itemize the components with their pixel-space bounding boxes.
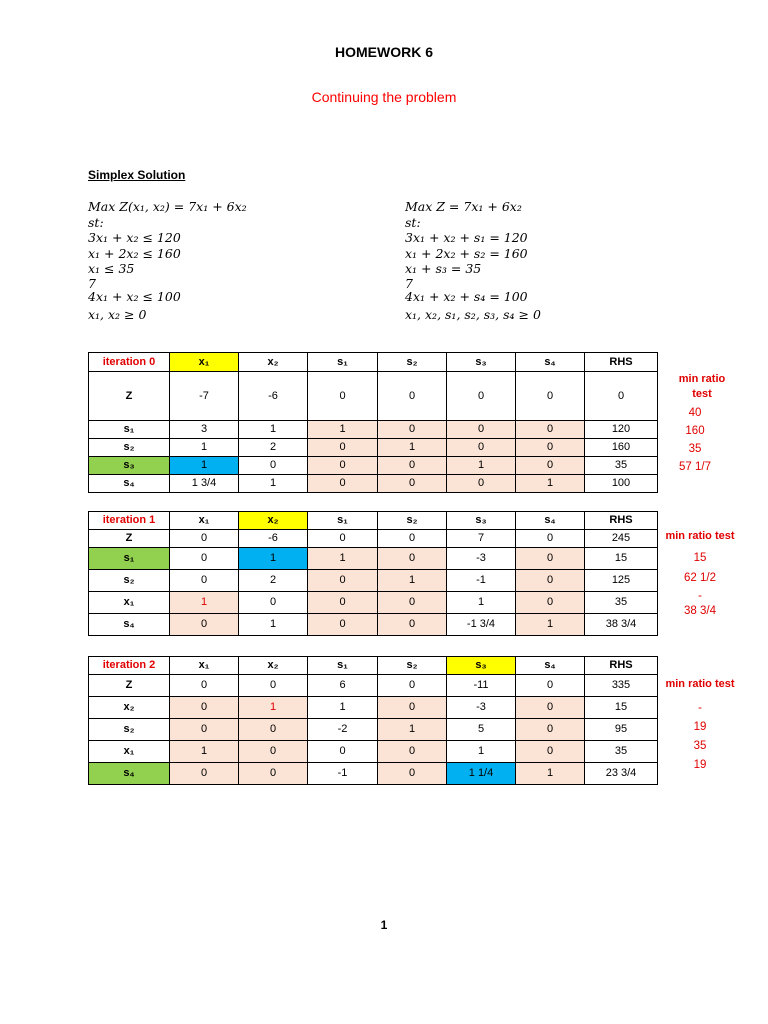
header-rhs: RHS (585, 657, 658, 675)
header-s1: s₁ (308, 657, 378, 675)
tableau-iteration-1 (88, 511, 658, 636)
basis-label-pivot-row: s₃ (89, 457, 170, 475)
table-cell: 1 (378, 719, 447, 741)
table-cell: 1 (447, 592, 516, 614)
table-cell: 0 (308, 592, 378, 614)
z-cell: -7 (170, 372, 239, 421)
constraint-4-right-denominator: 4 (405, 288, 413, 304)
basis-label-pivot-row: s₄ (89, 763, 170, 785)
table-cell: 1 (308, 548, 378, 570)
table-cell: 15 (585, 548, 658, 570)
iteration-label: iteration 2 (89, 657, 170, 675)
ratio-value: 35 (688, 443, 702, 455)
table-cell: 1 (239, 475, 308, 493)
z-row-label: Z (89, 372, 170, 421)
pivot-element: 1 (170, 457, 239, 475)
table-cell: 0 (239, 592, 308, 614)
header-s4: s₄ (516, 512, 585, 530)
ratio-header-iteration-1: min ratio test (665, 530, 735, 542)
z-cell: -6 (239, 372, 308, 421)
table-cell: 0 (516, 570, 585, 592)
iteration-label: iteration 0 (89, 353, 170, 372)
table-cell: 1 (239, 614, 308, 636)
table-cell: 35 (585, 592, 658, 614)
z-cell: 0 (239, 675, 308, 697)
objective-right: Max Z = 7x₁ + 6x₂ (405, 199, 522, 214)
constraint-4-right-rest: x₁ + x₂ + s₄ = 100 (412, 288, 528, 304)
table-cell: 0 (170, 697, 239, 719)
constraint-3-left: x₁ ≤ 35 (88, 261, 135, 276)
ratio-value: 19 (693, 759, 707, 771)
basis-label: s₄ (89, 475, 170, 493)
table-cell: 120 (585, 421, 658, 439)
header-s1: s₁ (308, 353, 378, 372)
table-cell: 0 (516, 592, 585, 614)
ratio-value: - (698, 590, 702, 602)
header-s1: s₁ (308, 512, 378, 530)
ratio-value: 40 (688, 407, 702, 419)
basis-label: s₁ (89, 421, 170, 439)
constraint-1-left: 3x₁ + x₂ ≤ 120 (88, 230, 181, 245)
header-s4: s₄ (516, 657, 585, 675)
table-cell: 1 (516, 475, 585, 493)
z-cell: -6 (239, 530, 308, 548)
table-cell: 38 3/4 (585, 614, 658, 636)
pivot-element: 1 1/4 (447, 763, 516, 785)
table-cell: 0 (170, 570, 239, 592)
table-cell: 1 (170, 741, 239, 763)
z-cell: 0 (378, 675, 447, 697)
constraint-3-right: x₁ + s₃ = 35 (405, 261, 482, 276)
table-cell: -2 (308, 719, 378, 741)
table-cell: -1 (308, 763, 378, 785)
z-row-label: Z (89, 675, 170, 697)
header-s2: s₂ (378, 512, 447, 530)
table-cell: 0 (447, 439, 516, 457)
z-cell: 0 (447, 372, 516, 421)
z-row-label: Z (89, 530, 170, 548)
tableau-iteration-2 (88, 656, 658, 785)
iteration-label: iteration 1 (89, 512, 170, 530)
table-cell: 1 (170, 439, 239, 457)
basis-label: s₂ (89, 439, 170, 457)
header-s3: s₃ (447, 657, 516, 675)
header-rhs: RHS (585, 353, 658, 372)
z-cell: 6 (308, 675, 378, 697)
table-cell: 1 (516, 763, 585, 785)
ratio-value: 160 (685, 425, 705, 437)
table-cell: 1 (378, 570, 447, 592)
z-cell: 0 (516, 530, 585, 548)
header-s3: s₃ (447, 512, 516, 530)
basis-label: s₄ (89, 614, 170, 636)
table-cell: 0 (516, 421, 585, 439)
table-cell: 1 (308, 697, 378, 719)
z-cell: 0 (378, 530, 447, 548)
basis-label: x₁ (89, 592, 170, 614)
ratio-header-iteration-0 (662, 372, 742, 402)
table-cell: 0 (447, 475, 516, 493)
table-cell: 0 (308, 614, 378, 636)
table-cell: 0 (378, 763, 447, 785)
constraint-4-left (88, 290, 247, 304)
table-cell: 1 (447, 457, 516, 475)
ratio-value: 35 (693, 740, 707, 752)
table-cell: 160 (585, 439, 658, 457)
st-right: st: (405, 214, 421, 230)
table-cell: 95 (585, 719, 658, 741)
table-cell: 0 (308, 570, 378, 592)
table-cell: 1 3/4 (170, 475, 239, 493)
ratio-header-line-1: min ratio (678, 373, 726, 385)
table-cell: 0 (516, 741, 585, 763)
table-cell: 0 (308, 439, 378, 457)
page-number: 1 (380, 918, 388, 932)
table-cell: 1 (239, 697, 308, 719)
table-cell: 125 (585, 570, 658, 592)
model-standard-form (405, 199, 541, 322)
basis-label: s₂ (89, 570, 170, 592)
table-cell: 0 (239, 763, 308, 785)
header-x2: x₂ (239, 512, 308, 530)
ratio-value: 38 3/4 (684, 605, 716, 617)
table-cell: 1 (378, 439, 447, 457)
table-cell: 0 (516, 719, 585, 741)
table-cell: 0 (447, 421, 516, 439)
table-cell: 0 (308, 475, 378, 493)
ratio-value: - (698, 702, 702, 714)
table-cell: 0 (378, 421, 447, 439)
table-cell: 0 (516, 457, 585, 475)
table-cell: 15 (585, 697, 658, 719)
header-x1: x₁ (170, 353, 239, 372)
ratio-value: 19 (693, 721, 707, 733)
z-cell: 335 (585, 675, 658, 697)
z-cell: 7 (447, 530, 516, 548)
ratio-value: 15 (693, 552, 707, 564)
z-cell: 0 (308, 372, 378, 421)
table-cell: -3 (447, 548, 516, 570)
objective-left: Max Z(x₁, x₂) = 7x₁ + 6x₂ (88, 199, 247, 214)
basis-label: s₂ (89, 719, 170, 741)
constraint-2-right: x₁ + 2x₂ + s₂ = 160 (405, 245, 528, 261)
pivot-element: 1 (239, 548, 308, 570)
table-cell: 0 (170, 614, 239, 636)
ratio-header-line-2: test (692, 388, 712, 400)
table-cell: 0 (239, 741, 308, 763)
table-cell: 0 (516, 548, 585, 570)
constraint-4-left-numerator: 7 (88, 275, 96, 291)
table-cell: 0 (378, 457, 447, 475)
basis-label: x₁ (89, 741, 170, 763)
ratio-value: 57 1/7 (679, 461, 711, 473)
table-cell: 0 (516, 697, 585, 719)
z-cell: 0 (170, 530, 239, 548)
table-cell: -1 (447, 570, 516, 592)
table-cell: 0 (308, 457, 378, 475)
table-cell: 0 (170, 548, 239, 570)
header-x2: x₂ (239, 353, 308, 372)
table-cell: 0 (516, 439, 585, 457)
section-title: Simplex Solution (88, 168, 186, 182)
constraint-1-right: 3x₁ + x₂ + s₁ = 120 (405, 230, 528, 245)
table-cell: 1 (239, 421, 308, 439)
z-cell: 0 (516, 675, 585, 697)
table-cell: 0 (378, 741, 447, 763)
table-cell: 1 (447, 741, 516, 763)
table-cell: 35 (585, 741, 658, 763)
table-cell: -3 (447, 697, 516, 719)
table-cell: 35 (585, 457, 658, 475)
nonneg-left: x₁, x₂ ≥ 0 (88, 306, 147, 322)
z-cell: 0 (170, 675, 239, 697)
table-cell: 1 (170, 592, 239, 614)
table-cell: 2 (239, 439, 308, 457)
header-s2: s₂ (378, 353, 447, 372)
model-original (88, 199, 247, 322)
table-cell: 5 (447, 719, 516, 741)
page-subtitle: Continuing the problem (311, 89, 457, 105)
table-cell: 2 (239, 570, 308, 592)
st-left: st: (88, 214, 104, 230)
constraint-4-right-numerator: 7 (405, 275, 413, 291)
ratio-value: 62 1/2 (684, 572, 716, 584)
z-cell: 0 (516, 372, 585, 421)
table-cell: 0 (378, 592, 447, 614)
constraint-4-left-denominator: 4 (88, 288, 96, 304)
constraint-4-left-rest: x₁ + x₂ ≤ 100 (95, 288, 181, 304)
header-x1: x₁ (170, 512, 239, 530)
table-cell: 0 (378, 614, 447, 636)
basis-label: x₂ (89, 697, 170, 719)
basis-label-pivot-row: s₁ (89, 548, 170, 570)
table-cell: 0 (378, 548, 447, 570)
table-cell: 100 (585, 475, 658, 493)
table-cell: -1 3/4 (447, 614, 516, 636)
table-cell: 0 (170, 763, 239, 785)
z-cell: 0 (378, 372, 447, 421)
page-title: HOMEWORK 6 (335, 44, 433, 60)
table-cell: 0 (378, 697, 447, 719)
table-cell: 1 (308, 421, 378, 439)
table-cell: 1 (516, 614, 585, 636)
table-cell: 0 (239, 457, 308, 475)
z-cell: -11 (447, 675, 516, 697)
constraint-2-left: x₁ + 2x₂ ≤ 160 (88, 245, 181, 261)
header-s3: s₃ (447, 353, 516, 372)
header-rhs: RHS (585, 512, 658, 530)
ratio-header-iteration-2: min ratio test (665, 678, 735, 690)
header-x2: x₂ (239, 657, 308, 675)
table-cell: 3 (170, 421, 239, 439)
header-s4: s₄ (516, 353, 585, 372)
z-cell: 0 (585, 372, 658, 421)
header-x1: x₁ (170, 657, 239, 675)
tableau-iteration-0 (88, 352, 658, 493)
constraint-4-right (405, 290, 541, 304)
nonneg-right: x₁, x₂, s₁, s₂, s₃, s₄ ≥ 0 (405, 306, 541, 322)
table-cell: 0 (378, 475, 447, 493)
z-cell: 245 (585, 530, 658, 548)
table-cell: 0 (239, 719, 308, 741)
table-cell: 0 (308, 741, 378, 763)
z-cell: 0 (308, 530, 378, 548)
table-cell: 23 3/4 (585, 763, 658, 785)
table-cell: 0 (170, 719, 239, 741)
header-s2: s₂ (378, 657, 447, 675)
